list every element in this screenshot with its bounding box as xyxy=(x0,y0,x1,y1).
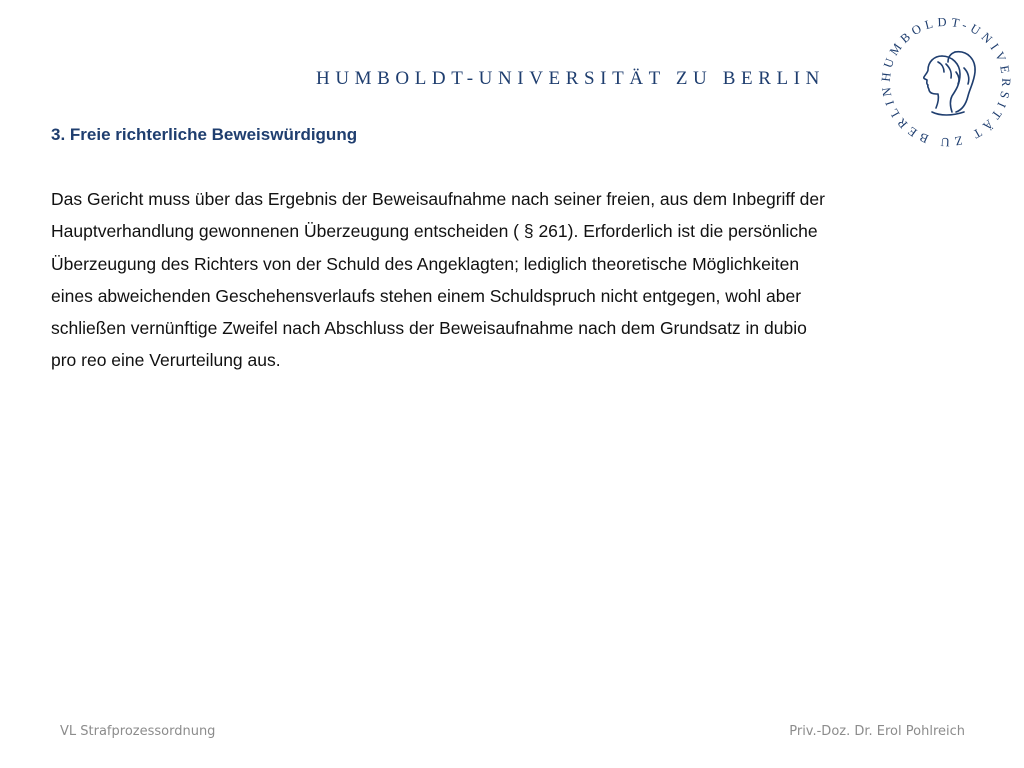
body-paragraph xyxy=(51,183,951,377)
paragraph-line: eines abweichenden Geschehensverlaufs stehen einem Schuldspruch nicht entgegen, wohl aber xyxy=(51,285,802,306)
paragraph-line: schließen vernünftige Zweifel nach Abschluss der Beweisaufnahme nach dem Grundsatz in dubio xyxy=(51,318,807,339)
university-wordmark: HUMBOLDT-UNIVERSITÄT ZU BERLIN xyxy=(316,68,825,89)
paragraph-line: Überzeugung des Richters von der Schuld des Angeklagten; lediglich theoretische Möglichkeiten xyxy=(51,253,800,274)
footer-lecturer-name: Priv.-Doz. Dr. Erol Pohlreich xyxy=(789,724,965,739)
section-heading: 3. Freie richterliche Beweiswürdigung xyxy=(51,125,358,144)
paragraph-line: pro reo eine Verurteilung aus. xyxy=(51,350,281,371)
seal-ring-text: HUMBOLDT-UNIVERSITÄT ZU BERLIN xyxy=(878,14,1014,150)
svg-text:HUMBOLDT-UNIVERSITÄT ZU BERLIN xyxy=(879,15,1014,149)
university-seal-logo xyxy=(872,8,1020,156)
footer-course-title: VL Strafprozessordnung xyxy=(60,724,216,739)
paragraph-line: Das Gericht muss über das Ergebnis der Beweisaufnahme nach seiner freien, aus dem Inbegriff der xyxy=(51,189,825,209)
paragraph-line: Hauptverhandlung gewonnenen Überzeugung entscheiden ( § 261). Erforderlich ist die persönliche xyxy=(51,221,818,242)
